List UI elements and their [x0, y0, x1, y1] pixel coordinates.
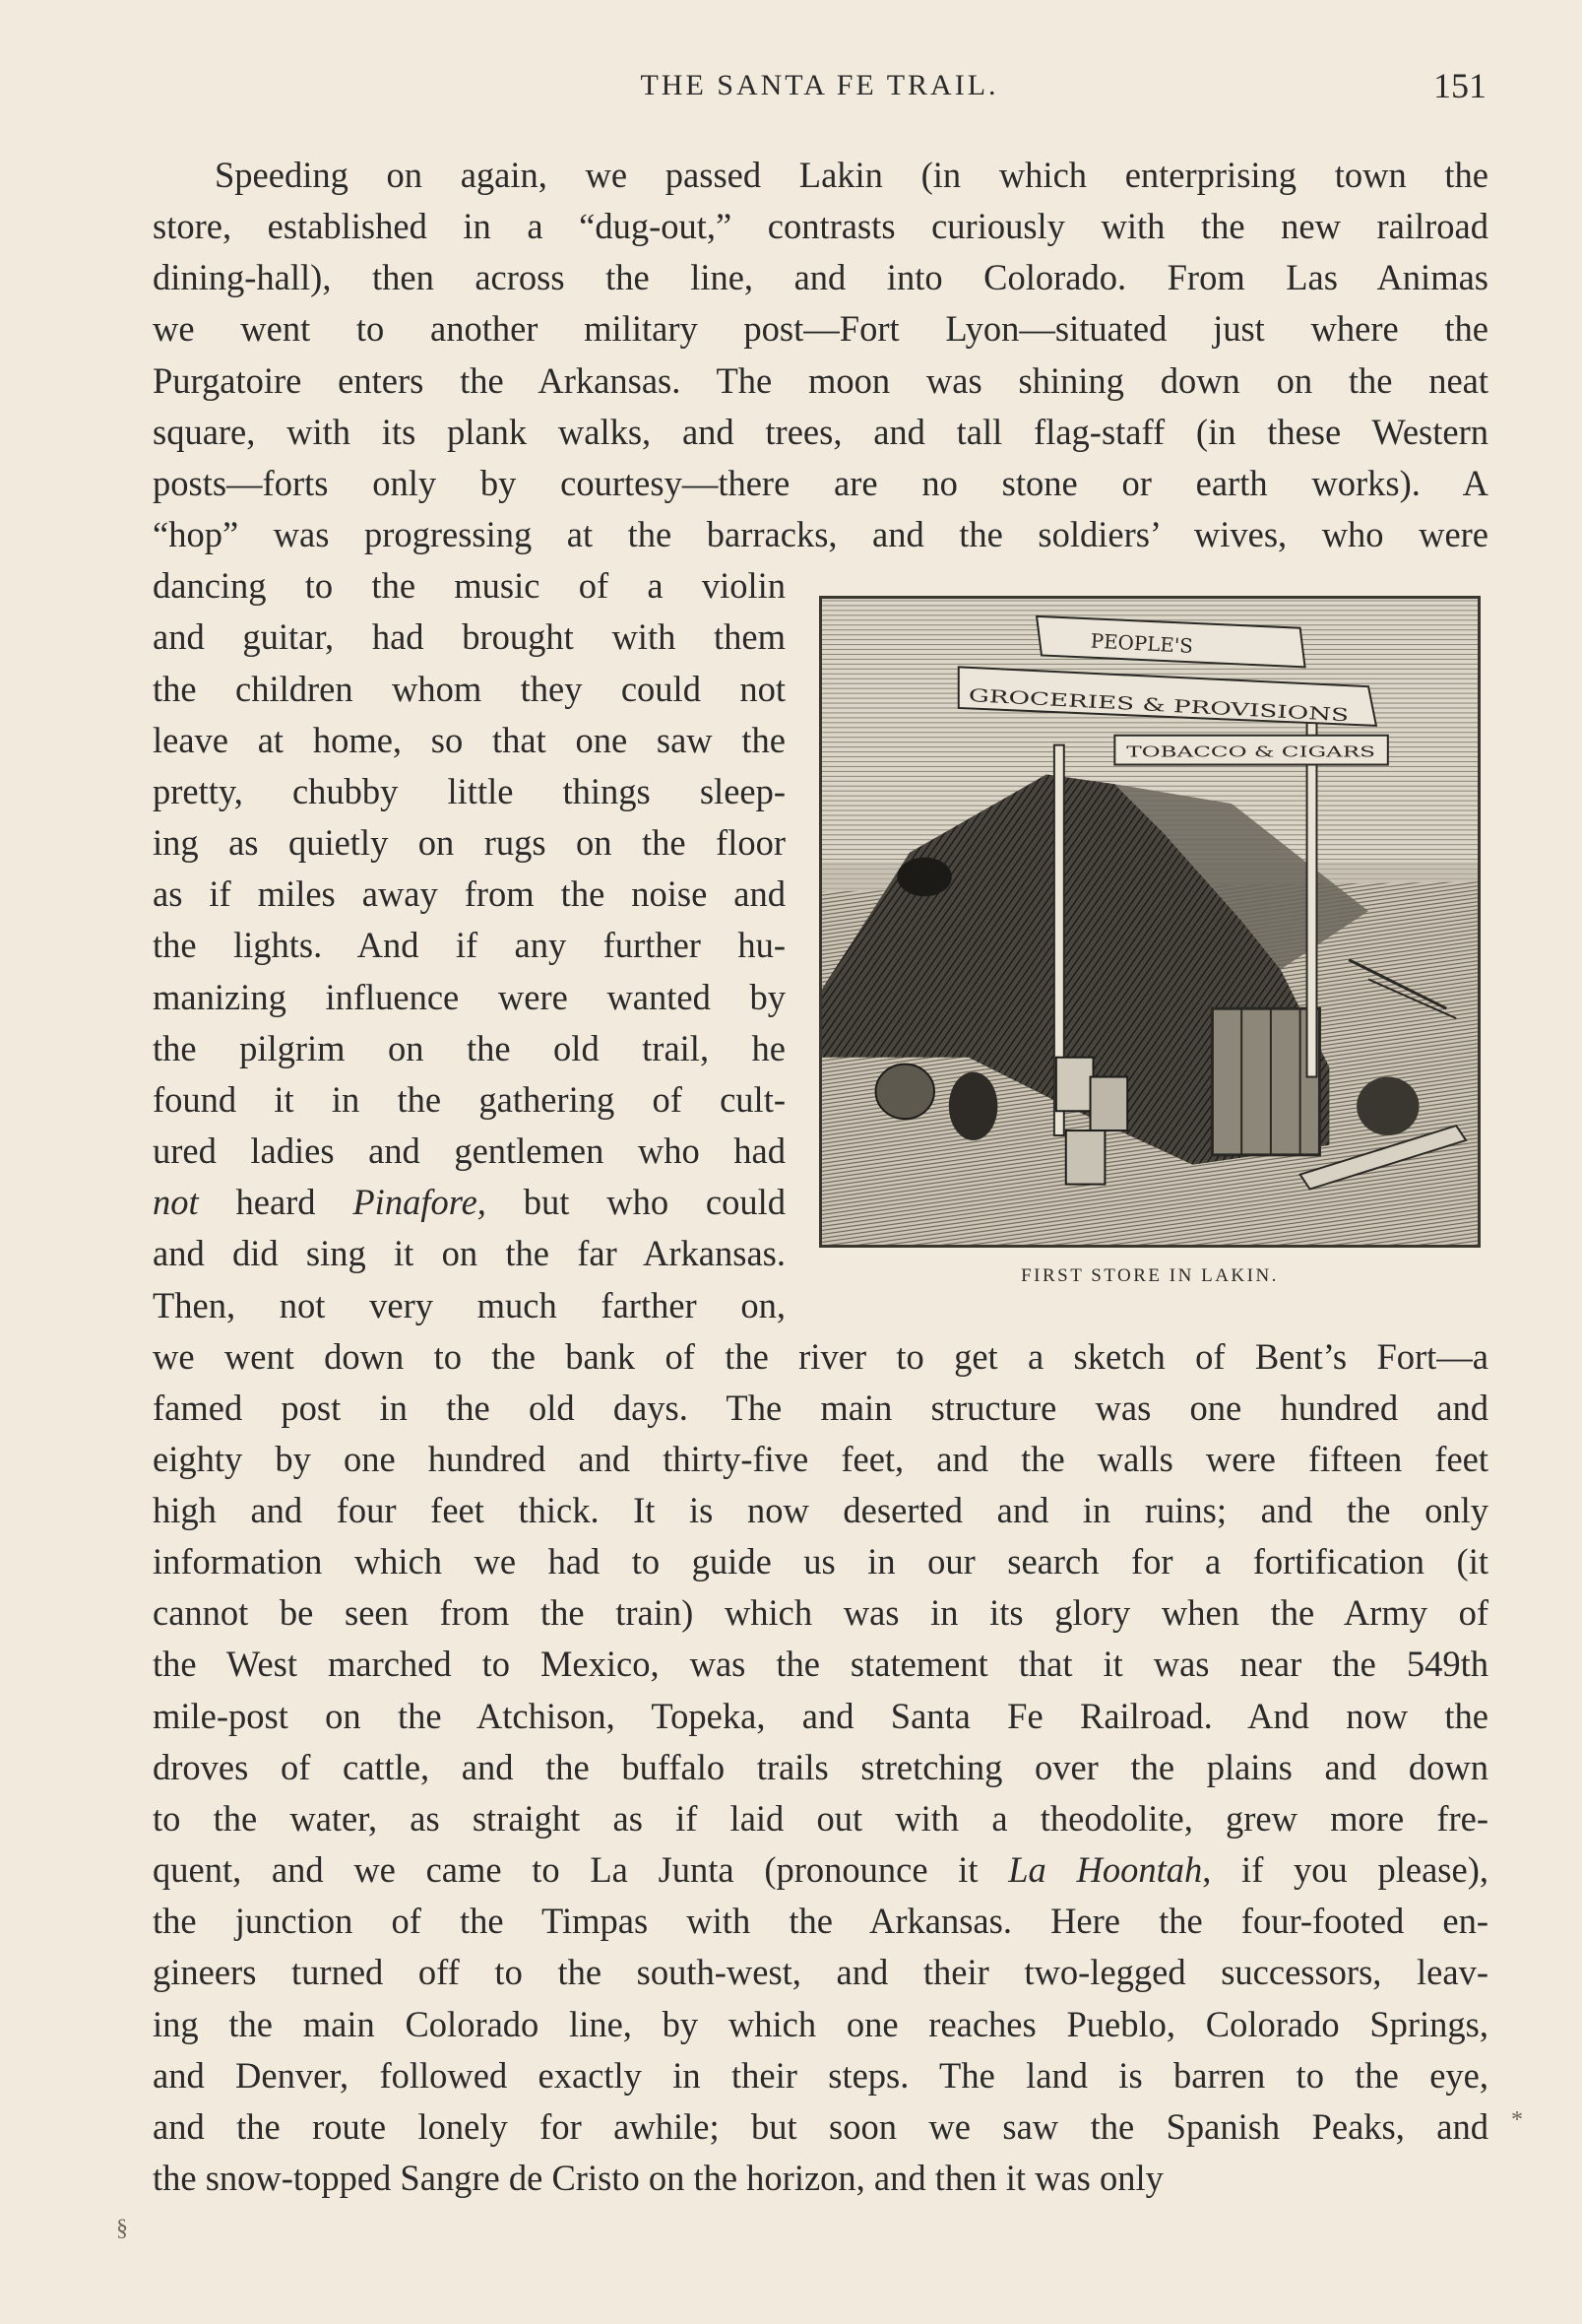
- running-title: THE SANTA FE TRAIL.: [640, 69, 999, 101]
- engraving-illustration: [822, 599, 1478, 1245]
- body-line: the children whom they could not: [153, 669, 786, 709]
- body-line: leave at home, so that one saw the: [153, 720, 786, 760]
- figure-first-store-lakin: [819, 596, 1481, 1248]
- body-line: we went down to the bank of the river to get a sketch of Bent’s Fort—a: [153, 1336, 1488, 1377]
- body-line: we went to another military post—Fort Lyon—situated just where the: [153, 308, 1488, 349]
- body-line: dining-hall), then across the line, and into Colorado. From Las Animas: [153, 257, 1488, 297]
- body-line: the pilgrim on the old trail, he: [153, 1028, 786, 1068]
- body-line: and did sing it on the far Arkansas.: [153, 1233, 786, 1273]
- body-line: high and four feet thick. It is now deserted and in ruins; and the only: [153, 1490, 1488, 1530]
- margin-mark-right: *: [1511, 2107, 1523, 2133]
- body-line: ured ladies and gentlemen who had: [153, 1130, 786, 1171]
- body-line: “hop” was progressing at the barracks, and the soldiers’ wives, who were: [153, 514, 1488, 554]
- body-line: mile-post on the Atchison, Topeka, and Santa Fe Railroad. And now the: [153, 1696, 1488, 1736]
- body-line: posts—forts only by courtesy—there are no stone or earth works). A: [153, 463, 1488, 503]
- body-line: and guitar, had brought with them: [153, 616, 786, 657]
- body-line: eighty by one hundred and thirty-five feet, and the walls were fifteen feet: [153, 1439, 1488, 1479]
- body-line: the snow-topped Sangre de Cristo on the horizon, and then it was only: [153, 2158, 1164, 2198]
- italic-la-hoontah: La Hoontah: [1008, 1849, 1203, 1890]
- body-line-pinafore: not heard Pinafore, but who could: [153, 1182, 786, 1222]
- body-line: square, with its plank walks, and trees, and tall flag-staff (in these Western: [153, 412, 1488, 452]
- body-line: Speeding on again, we passed Lakin (in which enterprising town the: [215, 155, 1488, 195]
- body-line: information which we had to guide us in our search for a fortification (it: [153, 1541, 1488, 1582]
- body-line: to the water, as straight as if laid out with a theodolite, grew more fre-: [153, 1798, 1488, 1839]
- sign-line-3: TOBACCO & CIGARS: [1126, 742, 1375, 761]
- body-line: the junction of the Timpas with the Arkansas. Here the four-footed en-: [153, 1901, 1488, 1941]
- body-line: found it in the gathering of cult-: [153, 1079, 786, 1120]
- body-line: and Denver, followed exactly in their steps. The land is barren to the eye,: [153, 2055, 1488, 2096]
- page-number: 151: [1433, 66, 1487, 105]
- body-line-la-junta: quent, and we came to La Junta (pronounce it La Hoontah, if you please),: [153, 1849, 1488, 1890]
- italic-pinafore: Pinafore,: [352, 1182, 486, 1222]
- body-line: the West marched to Mexico, was the statement that it was near the 549th: [153, 1644, 1488, 1684]
- margin-mark-left: §: [116, 2216, 128, 2241]
- sign-line-2: GROCERIES & PROVISIONS: [968, 685, 1229, 720]
- body-line: as if miles away from the noise and: [153, 873, 786, 914]
- body-line: Purgatoire enters the Arkansas. The moon was shining down on the neat: [153, 360, 1488, 401]
- body-line: ing the main Colorado line, by which one reaches Pueblo, Colorado Springs,: [153, 2004, 1488, 2044]
- body-line: famed post in the old days. The main structure was one hundred and: [153, 1388, 1488, 1428]
- body-line: pretty, chubby little things sleep-: [153, 771, 786, 811]
- body-line: and the route lonely for awhile; but soon we saw the Spanish Peaks, and: [153, 2106, 1488, 2147]
- body-line: dancing to the music of a violin: [153, 565, 786, 606]
- body-line: cannot be seen from the train) which was in its glory when the Army of: [153, 1592, 1488, 1633]
- body-line: droves of cattle, and the buffalo trails stretching over the plains and down: [153, 1747, 1488, 1787]
- figure-caption: FIRST STORE IN LAKIN.: [1021, 1265, 1279, 1286]
- sign-line-1: PEOPLE'S: [1090, 629, 1194, 658]
- body-line: store, established in a “dug-out,” contrasts curiously with the new railroad: [153, 206, 1488, 246]
- body-line: ing as quietly on rugs on the floor: [153, 822, 786, 863]
- italic-not: not: [153, 1182, 199, 1222]
- body-line: manizing influence were wanted by: [153, 977, 786, 1017]
- body-line: gineers turned off to the south-west, and their two-legged successors, leav-: [153, 1952, 1488, 1992]
- body-line: Then, not very much farther on,: [153, 1285, 786, 1325]
- body-line: the lights. And if any further hu-: [153, 925, 786, 965]
- running-head: [153, 63, 1487, 114]
